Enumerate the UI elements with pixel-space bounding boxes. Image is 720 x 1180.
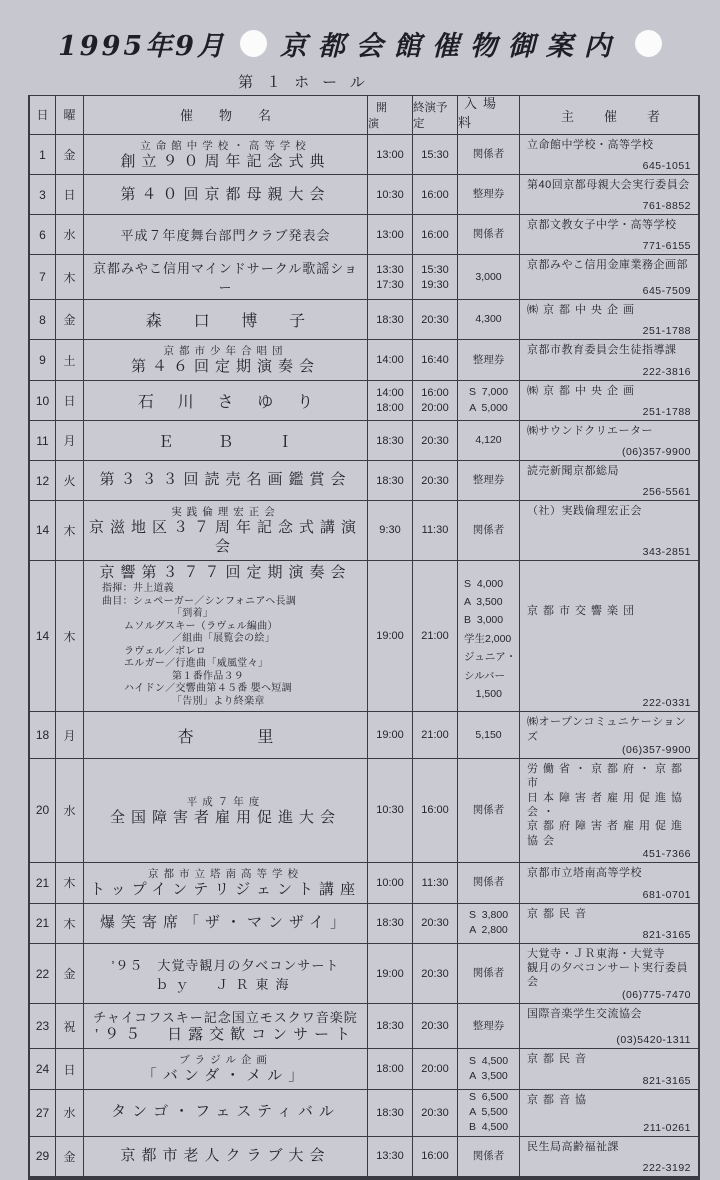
end-time-cell: 20:30 (413, 461, 458, 500)
end-time-cell: 20:30 (413, 944, 458, 1004)
phone-number: 771-6155 (642, 240, 691, 253)
end-time-cell: 16:00 (413, 215, 458, 254)
header-end-time: 終演予定 (413, 96, 458, 134)
event-title-cell: 平成７年度 全国障害者雇用促進大会 (84, 759, 368, 862)
phone-number: 645-7509 (642, 285, 691, 298)
weekday-cell: 月 (56, 712, 84, 758)
table-row (30, 300, 698, 340)
fee-cell: 関係者 (458, 944, 520, 1004)
fee-cell: 3,000 (458, 255, 520, 299)
organizer-name: 国際音楽学生交流協会 (527, 1008, 642, 1021)
weekday-cell: 金 (56, 944, 84, 1004)
end-time-cell: 20:30 (413, 1090, 458, 1136)
organizer-cell (520, 759, 698, 862)
organizer-name: 読売新聞京都総局 (527, 465, 619, 478)
organizer-cell (520, 501, 698, 560)
fee-cell: S 4,500 A 3,500 (458, 1049, 520, 1089)
weekday-cell: 土 (56, 340, 84, 380)
table-row (30, 421, 698, 461)
event-title-cell: ’９５ 大覚寺観月の夕べコンサート ｂｙ ＪＲ東海 (84, 944, 368, 1004)
fee-cell: 関係者 (458, 759, 520, 862)
fee-cell: 4,300 (458, 300, 520, 339)
phone-number: (03)5420-1311 (616, 1034, 691, 1047)
phone-number: 821-3165 (642, 928, 691, 941)
table-row (30, 461, 698, 501)
day-cell: 12 (30, 461, 56, 500)
end-time-cell: 15:30 19:30 (413, 255, 458, 299)
header-organizer: 主催者 (560, 109, 690, 125)
fee-cell: S 6,500 A 5,500 B 4,500 (458, 1090, 520, 1136)
table-row (30, 904, 698, 944)
day-cell: 9 (30, 340, 56, 380)
phone-number: 821-3165 (642, 1074, 691, 1087)
weekday-cell: 水 (56, 759, 84, 862)
weekday-cell: 木 (56, 863, 84, 903)
fee-cell: 関係者 (458, 1137, 520, 1176)
event-title-cell: 京響第３７７回定期演奏会 指揮：井上道義 曲目：シュペーガー／シンフォニアヘ長調 「到着」 ムソルグスキー（ラヴェル編曲） ／組曲「展覧会の絵」 ラヴェル／ボレロ エルガー／行進曲「威風堂々」 第１番作品３９ ハイドン／交響曲第４５番 嬰ヘ短調 「告別」より終楽章 (84, 561, 368, 712)
weekday-cell: 木 (56, 561, 84, 712)
end-time-cell: 16:00 (413, 1137, 458, 1176)
fee-cell: S 4,000 A 3,500 B 3,000 学生2,000 ジュニア・ シルバー 1,500 (458, 561, 520, 712)
weekday-cell: 金 (56, 135, 84, 175)
start-time-cell: 13:30 17:30 (368, 255, 413, 299)
day-cell: 18 (30, 712, 56, 758)
phone-number: 681-0701 (642, 888, 691, 901)
weekday-cell: 日 (56, 175, 84, 214)
end-time-cell: 21:00 (413, 561, 458, 712)
phone-number: 256-5561 (642, 486, 691, 499)
phone-number: 222-0331 (642, 697, 691, 710)
fee-cell: 整理券 (458, 340, 520, 380)
start-time-cell: 14:00 (368, 340, 413, 380)
end-time-cell: 11:30 (413, 863, 458, 903)
organizer-cell (520, 461, 698, 500)
fee-cell: 整理券 (458, 461, 520, 500)
phone-number: 343-2851 (642, 545, 691, 558)
phone-number: 251-1788 (642, 406, 691, 419)
organizer-name: 京都市立塔南高等学校 (527, 866, 642, 879)
organizer-cell (520, 1004, 698, 1048)
organizer-name: 京都民音 (527, 907, 591, 920)
start-time-cell: 10:00 (368, 863, 413, 903)
header-admission-fee: 入場料 (458, 96, 520, 134)
fee-cell: 関係者 (458, 215, 520, 254)
day-cell: 21 (30, 863, 56, 903)
page-title: 京都会館催物御案内 (279, 31, 622, 62)
start-time-cell: 19:00 (368, 712, 413, 758)
table-row (30, 1004, 698, 1049)
end-time-cell: 16:00 (413, 175, 458, 214)
organizer-cell (520, 944, 698, 1004)
start-time-cell: 18:30 (368, 1004, 413, 1048)
fee-cell: 整理券 (458, 1004, 520, 1048)
fee-cell: 関係者 (458, 863, 520, 903)
day-cell: 8 (30, 300, 56, 339)
event-title-cell: タンゴ・フェスティバル (84, 1090, 368, 1136)
phone-number: (06)357-9900 (621, 744, 691, 757)
organizer-name: 大覚寺・ＪＲ東海・大覚寺 観月の夕べコンサート実行委員会 (527, 947, 688, 989)
start-time-cell: 13:00 (368, 135, 413, 175)
table-row (30, 863, 698, 904)
organizer-name: 京都みやこ信用金庫業務企画部 (527, 259, 688, 272)
start-time-cell: 9:30 (368, 501, 413, 560)
organizer-cell (520, 1137, 698, 1176)
organizer-cell (520, 1090, 698, 1136)
event-title-cell: 爆笑寄席「ザ・マンザイ」 (84, 904, 368, 943)
phone-number: (06)775-7470 (621, 989, 691, 1002)
punch-hole-icon (240, 30, 267, 57)
day-cell: 7 (30, 255, 56, 299)
phone-number: 761-8852 (642, 200, 691, 213)
table-row (30, 944, 698, 1005)
punch-hole-icon (635, 30, 662, 57)
table-row (30, 759, 698, 863)
fee-cell: 関係者 (458, 501, 520, 560)
phone-number: 211-0261 (643, 1121, 691, 1134)
organizer-name: 立命館中学校・高等学校 (527, 138, 654, 151)
event-title-cell: チャイコフスキー記念国立モスクワ音楽院 ’９５ 日露交歓コンサート (84, 1004, 368, 1048)
end-time-cell: 16:40 (413, 340, 458, 380)
start-time-cell: 19:00 (368, 561, 413, 712)
event-title-cell: 京都市立塔南高等学校 トップインテリジェント講座 (84, 863, 368, 903)
end-time-cell: 11:30 (413, 501, 458, 560)
table-body (30, 135, 698, 1178)
end-time-cell: 16:00 20:00 (413, 381, 458, 420)
start-time-cell: 18:30 (368, 1090, 413, 1136)
event-title-cell: 森 口 博 子 (84, 300, 368, 339)
organizer-name: 民生局高齢福祉課 (527, 1140, 619, 1153)
weekday-cell: 木 (56, 255, 84, 299)
phone-number: 222-3816 (642, 366, 691, 379)
phone-number: 222-3192 (642, 1161, 691, 1174)
event-title-cell: 京都市少年合唱団 第４６回定期演奏会 (84, 340, 368, 380)
organizer-name: ㈱京都中央企画 (527, 385, 639, 398)
event-title-cell: 立命館中学校・高等学校 創立９０周年記念式典 (84, 135, 368, 175)
day-cell: 23 (30, 1004, 56, 1048)
organizer-cell (520, 1049, 698, 1089)
phone-number: 251-1788 (642, 325, 691, 338)
table-row (30, 1049, 698, 1090)
day-cell: 29 (30, 1137, 56, 1176)
organizer-cell (520, 135, 698, 175)
title-date: 1995年9月 (58, 31, 227, 62)
start-time-cell: 14:00 18:00 (368, 381, 413, 420)
table-row (30, 1137, 698, 1178)
day-cell: 21 (30, 904, 56, 943)
organizer-name: 京都文教女子中学・高等学校 (527, 219, 677, 232)
organizer-name: 京都民音 (527, 1053, 591, 1066)
weekday-cell: 火 (56, 461, 84, 500)
organizer-cell (520, 863, 698, 903)
event-title-cell: 第４０回京都母親大会 (84, 175, 368, 214)
day-cell: 11 (30, 421, 56, 460)
weekday-cell: 日 (56, 381, 84, 420)
table-row (30, 561, 698, 713)
event-title-cell: 石 川 さ ゆ り (84, 381, 368, 420)
table-row (30, 501, 698, 561)
phone-number: (06)357-9900 (621, 446, 691, 459)
day-cell: 24 (30, 1049, 56, 1089)
weekday-cell: 日 (56, 1049, 84, 1089)
start-time-cell: 10:30 (368, 175, 413, 214)
end-time-cell: 20:00 (413, 1049, 458, 1089)
organizer-cell (520, 904, 698, 943)
day-cell: 27 (30, 1090, 56, 1136)
phone-number: 451-7366 (642, 847, 691, 860)
organizer-name: 京都市交響楽団 (527, 604, 639, 617)
start-time-cell: 18:30 (368, 461, 413, 500)
start-time-cell: 18:30 (368, 421, 413, 460)
table-header-row (30, 96, 698, 135)
fee-cell: S 3,800 A 2,800 (458, 904, 520, 943)
day-cell: 22 (30, 944, 56, 1004)
weekday-cell: 金 (56, 300, 84, 339)
end-time-cell: 20:30 (413, 421, 458, 460)
day-cell: 20 (30, 759, 56, 862)
organizer-name: ㈱京都中央企画 (527, 304, 639, 317)
start-time-cell: 13:00 (368, 215, 413, 254)
table-row (30, 1090, 698, 1137)
table-row (30, 712, 698, 759)
end-time-cell: 16:00 (413, 759, 458, 862)
event-schedule-table (28, 95, 700, 1180)
fee-cell: 整理券 (458, 175, 520, 214)
organizer-cell (520, 340, 698, 380)
weekday-cell: 木 (56, 501, 84, 560)
event-title-cell: 京都みやこ信用マインドサークル歌謡ショー (84, 255, 368, 299)
organizer-cell (520, 300, 698, 339)
end-time-cell: 20:30 (413, 300, 458, 339)
organizer-name: 京都音協 (527, 1093, 591, 1106)
start-time-cell: 10:30 (368, 759, 413, 862)
table-row (30, 135, 698, 176)
weekday-cell: 水 (56, 1090, 84, 1136)
fee-cell: 関係者 (458, 135, 520, 175)
day-cell: 14 (30, 561, 56, 712)
event-title-cell: 杏 里 (84, 712, 368, 758)
event-title-cell: ブラジル企画 「バンダ・メル」 (84, 1049, 368, 1089)
table-row (30, 255, 698, 300)
start-time-cell: 19:00 (368, 944, 413, 1004)
day-cell: 1 (30, 135, 56, 175)
start-time-cell: 18:30 (368, 904, 413, 943)
start-time-cell: 18:00 (368, 1049, 413, 1089)
weekday-cell: 月 (56, 421, 84, 460)
event-title-cell: 実践倫理宏正会 京滋地区３７周年記念式講演会 (84, 501, 368, 560)
event-title-cell: 京都市老人クラブ大会 (84, 1137, 368, 1176)
event-title-cell: 平成７年度舞台部門クラブ発表会 (84, 215, 368, 254)
organizer-name: 京都市教育委員会生徒指導課 (527, 344, 677, 357)
organizer-name: 労働省・京都府・京都市 日本障害者雇用促進協会・ 京都府障害者雇用促進協会 (527, 763, 687, 847)
fee-cell: S 7,000 A 5,000 (458, 381, 520, 420)
end-time-cell: 20:30 (413, 904, 458, 943)
weekday-cell: 水 (56, 215, 84, 254)
event-title-cell: 第３３３回読売名画鑑賞会 (84, 461, 368, 500)
document-header (58, 24, 720, 63)
phone-number: 645-1051 (642, 160, 691, 173)
header-start-time: 開演 (368, 96, 413, 134)
day-cell: 6 (30, 215, 56, 254)
fee-cell: 4,120 (458, 421, 520, 460)
table-row (30, 175, 698, 215)
header-weekday: 曜 (56, 96, 84, 134)
table-row (30, 381, 698, 421)
organizer-cell (520, 175, 698, 214)
day-cell: 14 (30, 501, 56, 560)
weekday-cell: 金 (56, 1137, 84, 1176)
organizer-cell (520, 712, 698, 758)
start-time-cell: 13:30 (368, 1137, 413, 1176)
end-time-cell: 21:00 (413, 712, 458, 758)
weekday-cell: 木 (56, 904, 84, 943)
organizer-name: 第40回京都母親大会実行委員会 (527, 179, 690, 192)
header-day: 日 (30, 96, 56, 134)
table-row (30, 340, 698, 381)
hall-subtitle: 第１ホール (238, 73, 378, 91)
organizer-name: ㈱サウンドクリエーター (527, 425, 654, 438)
weekday-cell: 祝 (56, 1004, 84, 1048)
end-time-cell: 15:30 (413, 135, 458, 175)
organizer-name: ㈱オープンコミュニケーションズ (527, 716, 687, 743)
start-time-cell: 18:30 (368, 300, 413, 339)
header-event-name: 催物名 (84, 96, 368, 134)
event-title-cell: Ｅ Ｂ Ｉ (84, 421, 368, 460)
table-row (30, 215, 698, 255)
organizer-cell (520, 421, 698, 460)
day-cell: 10 (30, 381, 56, 420)
organizer-cell (520, 215, 698, 254)
end-time-cell: 20:30 (413, 1004, 458, 1048)
organizer-cell (520, 255, 698, 299)
day-cell: 3 (30, 175, 56, 214)
organizer-cell (520, 561, 698, 712)
organizer-cell (520, 381, 698, 420)
fee-cell: 5,150 (458, 712, 520, 758)
organizer-name: （社）実践倫理宏正会 (527, 505, 642, 518)
